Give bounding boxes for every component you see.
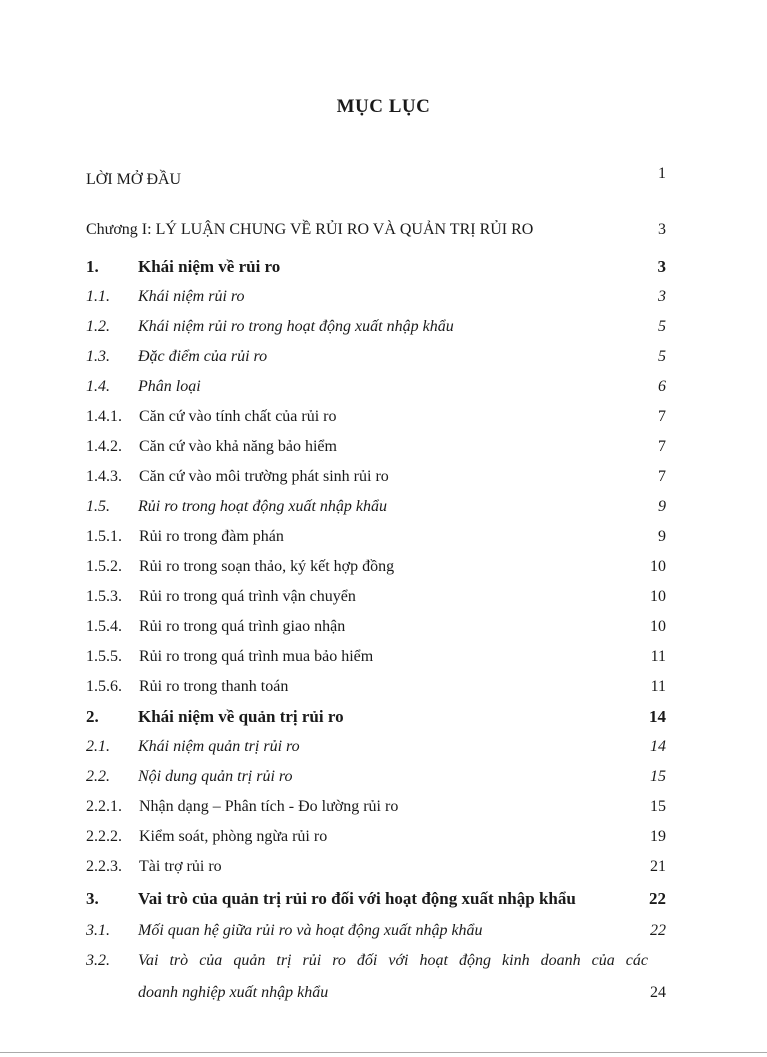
toc-entry-page: 3 [658, 288, 666, 305]
toc-entry-number: 1.2. [86, 318, 110, 335]
toc-entry-page: 9 [658, 498, 666, 515]
toc-entry-title: Rủi ro trong đàm phán [139, 528, 284, 545]
toc-entry-page: 6 [658, 378, 666, 395]
toc-entry-page: 11 [650, 678, 666, 695]
toc-entry-title: Vai trò của quản trị rủi ro đối với hoạt động kinh doanh của các [138, 952, 648, 969]
toc-entry-title: Căn cứ vào môi trường phát sinh rủi ro [139, 468, 389, 485]
page-bottom-edge [0, 1052, 767, 1053]
toc-entry-title: Mối quan hệ giữa rủi ro và hoạt động xuất nhập khẩu [138, 922, 483, 939]
toc-entry-title: Khái niệm về rủi ro [138, 257, 281, 276]
toc-entry [86, 374, 666, 400]
toc-entry-title: Căn cứ vào khả năng bảo hiểm [139, 438, 337, 455]
toc-entry-title: Rủi ro trong quá trình vận chuyển [139, 588, 356, 605]
toc-entry-number: 2.2.1. [86, 798, 122, 815]
toc-entry [86, 554, 666, 580]
toc-entry [86, 314, 666, 340]
toc-entry-page: 15 [650, 768, 666, 785]
toc-entry-title: Rủi ro trong thanh toán [139, 678, 289, 695]
toc-entry [86, 344, 666, 370]
toc-entry-title: Nội dung quản trị rủi ro [138, 768, 293, 785]
toc-entry [86, 764, 666, 790]
toc-entry-title: Căn cứ vào tính chất của rủi ro [139, 408, 337, 425]
toc-entry [86, 217, 666, 243]
toc-entry [86, 614, 666, 640]
page-title: MỤC LỤC [336, 96, 431, 117]
toc-entry-title: Rủi ro trong quá trình mua bảo hiểm [139, 648, 374, 665]
toc-entry [86, 284, 666, 310]
toc-entry-number: 3. [86, 889, 99, 908]
toc-entry-number: 1.4.3. [86, 468, 122, 485]
toc-entry-page: 5 [658, 318, 666, 335]
toc-entry [86, 734, 666, 760]
toc-entry-page: 7 [658, 468, 666, 485]
toc-entry [86, 794, 666, 820]
toc-entry-title: Khái niệm về quản trị rủi ro [138, 707, 344, 726]
toc-entry [86, 167, 666, 193]
toc-entry-page: 11 [650, 648, 666, 665]
toc-entry-title: Khái niệm quản trị rủi ro [138, 738, 300, 755]
toc-entry [86, 254, 666, 280]
toc-entry [86, 886, 666, 912]
toc-entry-number: 1.5.4. [86, 618, 122, 635]
toc-entry-title: Tài trợ rủi ro [139, 858, 222, 875]
toc-entry-number: 1.5.1. [86, 528, 122, 545]
toc-entry-number: 1.5.6. [86, 678, 122, 695]
toc-entry [86, 434, 666, 460]
toc-entry [86, 464, 666, 490]
toc-entry-number: 2.2. [86, 768, 110, 785]
toc-entry-title: Vai trò của quản trị rủi ro đối với hoạt động xuất nhập khẩu [138, 889, 576, 908]
toc-entry-title: Rủi ro trong soạn thảo, ký kết hợp đồng [139, 558, 395, 575]
toc-entry-page: 21 [650, 858, 666, 875]
toc-entry-page: 3 [658, 221, 666, 238]
toc-entry-title: Rủi ro trong hoạt động xuất nhập khẩu [138, 498, 388, 515]
toc-entry-number: 1.5.3. [86, 588, 122, 605]
toc-entry-page: 10 [650, 558, 666, 575]
toc-entry-title: Đặc điểm của rủi ro [138, 348, 268, 365]
toc-entry-title: Kiểm soát, phòng ngừa rủi ro [139, 828, 328, 845]
toc-entry [86, 854, 666, 880]
toc-entry-number: 2.2.3. [86, 858, 122, 875]
toc-entry-title: LỜI MỞ ĐẦU [86, 171, 182, 188]
toc-entry-number: 1.4.2. [86, 438, 122, 455]
toc-entry-title: Phân loại [138, 378, 201, 395]
toc-entry-page: 19 [650, 828, 666, 845]
toc-continuation-page-row [86, 980, 666, 1006]
toc-entry-page: 14 [649, 707, 666, 726]
toc-entry-number: 1.3. [86, 348, 110, 365]
toc-entry-page: 10 [650, 618, 666, 635]
toc-entry-page: 15 [650, 798, 666, 815]
toc-entry-page: 5 [658, 348, 666, 365]
toc-entry [86, 494, 666, 520]
toc-entry-number: 3.1. [86, 922, 110, 939]
toc-entry [86, 918, 666, 944]
toc-entry-page: 22 [649, 889, 666, 908]
toc-entry-continuation-text: doanh nghiệp xuất nhập khẩu [138, 984, 329, 1001]
toc-entry-number: 1. [86, 257, 99, 276]
toc-entry-page: 7 [658, 438, 666, 455]
toc-entry-page: 10 [650, 588, 666, 605]
toc-entry-number: 1.5.2. [86, 558, 122, 575]
toc-entry-number: 2. [86, 707, 99, 726]
toc-entry [86, 674, 666, 700]
toc-entry-title: Khái niệm rủi ro [138, 288, 245, 305]
toc-entry [86, 704, 666, 730]
toc-entry [86, 584, 666, 610]
toc-entry-page: 22 [650, 922, 666, 939]
toc-entry-page: 1 [658, 165, 666, 182]
toc-entry-title: Nhận dạng – Phân tích - Đo lường rủi ro [139, 798, 399, 815]
toc-entry [86, 404, 666, 430]
toc-entry-number: 1.1. [86, 288, 110, 305]
toc-entry-title: Rủi ro trong quá trình giao nhận [139, 618, 346, 635]
toc-entry-number: 1.5. [86, 498, 110, 515]
toc-entry [86, 644, 666, 670]
toc-entry-title: Chương I: LÝ LUẬN CHUNG VỀ RỦI RO VÀ QUẢN TRỊ RỦI RO [86, 221, 534, 238]
toc-entry-page: 9 [658, 528, 666, 545]
toc-entry-title: Khái niệm rủi ro trong hoạt động xuất nhập khẩu [138, 318, 454, 335]
toc-entry [86, 824, 666, 850]
toc-entry-page: 7 [658, 408, 666, 425]
toc-entry-number: 1.4. [86, 378, 110, 395]
toc-entry [86, 524, 666, 550]
toc-entry-page: 14 [650, 738, 666, 755]
toc-entry-number: 1.4.1. [86, 408, 122, 425]
toc-entry-page: 24 [650, 984, 666, 1001]
toc-entry-number: 3.2. [86, 952, 110, 969]
toc-entry [86, 948, 666, 974]
toc-entry-number: 1.5.5. [86, 648, 122, 665]
toc-entry-page: 3 [657, 257, 666, 276]
toc-entry-number: 2.1. [86, 738, 110, 755]
toc-entry-number: 2.2.2. [86, 828, 122, 845]
